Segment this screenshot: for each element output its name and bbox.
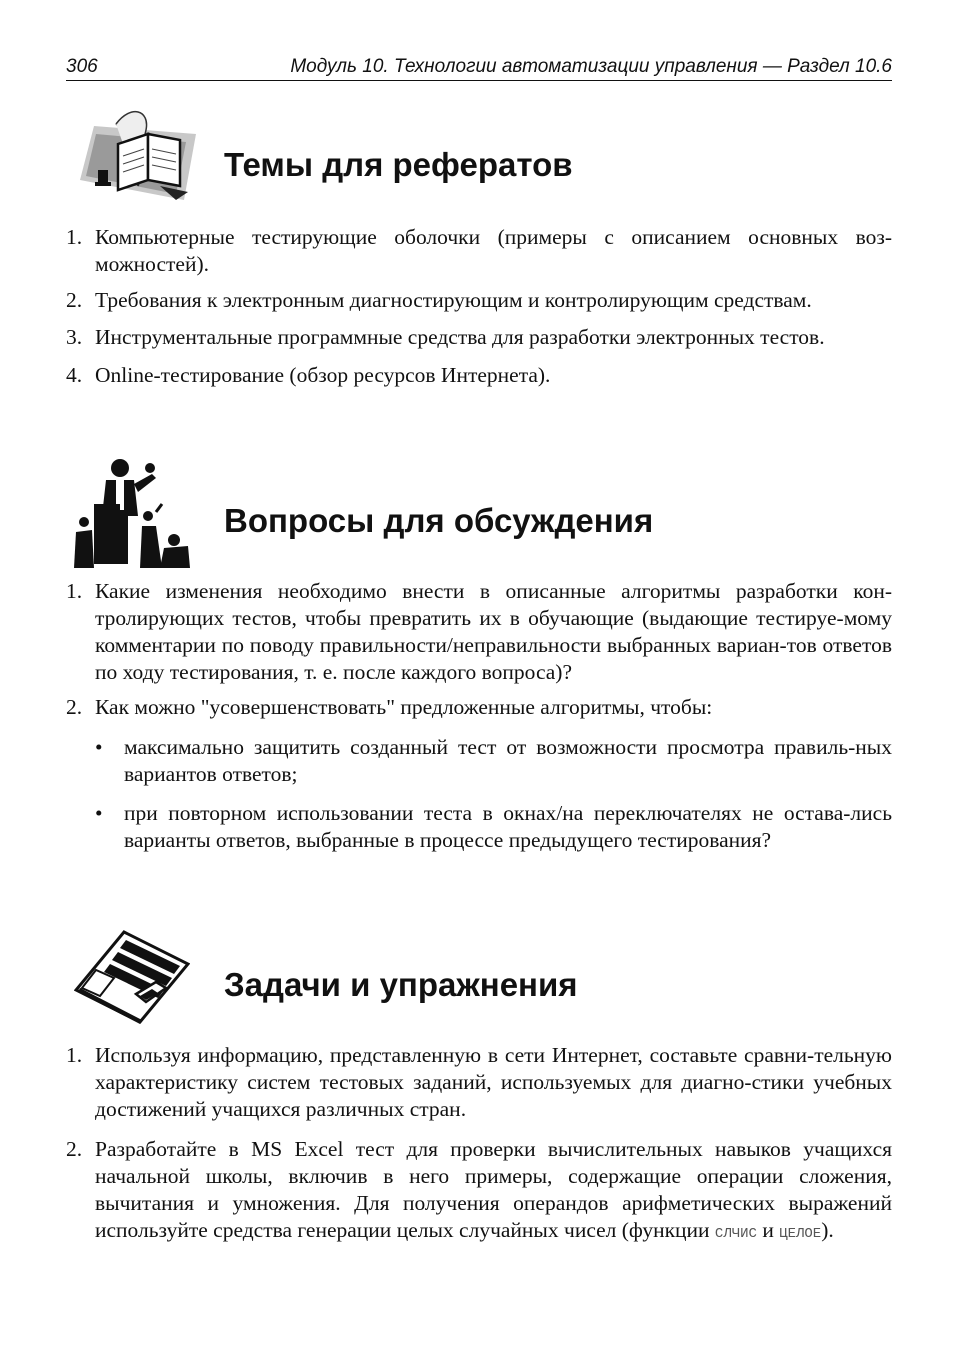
list-item: 3. Инструментальные программные средства для разработки электронных тестов.: [66, 325, 825, 349]
bullet-marker: •: [95, 801, 103, 825]
function-name: СЛЧИС: [714, 1226, 757, 1242]
section-heading-exercises: Задачи и упражнения: [224, 966, 578, 1003]
book-quill-icon: [76, 104, 210, 208]
bullet-marker: •: [95, 735, 103, 759]
section-heading-essays: Темы для рефератов: [224, 146, 573, 183]
speaker-audience-icon: [72, 456, 190, 568]
list-item: 1. Компьютерные тестирующие оболочки (примеры с описанием основных воз-можностей).: [66, 225, 892, 276]
list-item: 2. Как можно "усовершенствовать" предложенные алгоритмы, чтобы:: [66, 695, 713, 719]
list-item: 4. Online-тестирование (обзор ресурсов Интернета).: [66, 363, 551, 387]
list-item: 2. Требования к электронным диагностирующим и контролирующим средствам.: [66, 288, 812, 312]
page-number: 306: [66, 56, 98, 77]
running-title: Модуль 10. Технологии автоматизации управления — Раздел 10.6: [290, 56, 892, 77]
list-item: 1. Какие изменения необходимо внести в описанные алгоритмы разработки кон-тролирующих тестов, чтобы превратить их в обучающие (выдающие тестируе-мому комментарии по поводу правильности/неправильности выбранных вариан-тов ответов по ходу тестирования, т. е. после каждого вопроса)?: [66, 579, 892, 684]
header-rule: [66, 80, 892, 81]
running-header: [66, 54, 892, 80]
floppy-disk-icon: [74, 930, 190, 1024]
list-item: 2. Разработайте в MS Excel тест для проверки вычислительных навыков учащихся начальной школы, включив в него примеры, содержащие операции сложения, вычитания и умножения. Для получения операндов арифметических выражений используйте средства генерации целых случайных чисел (функции СЛЧИС и ЦЕЛОЕ).: [66, 1137, 892, 1242]
section-heading-discussion: Вопросы для обсуждения: [224, 502, 654, 539]
list-item: 1. Используя информацию, представленную в сети Интернет, составьте сравни-тельную характеристику систем тестовых заданий, используемых для диагно-стики учебных достижений учащихся различных стран.: [66, 1043, 892, 1121]
bullet-item: • при повторном использовании теста в окнах/на переключателях не остава-лись варианты ответов, выбранные в процессе предыдущего тестирования?: [95, 801, 892, 852]
function-name: ЦЕЛОЕ: [779, 1226, 822, 1242]
bullet-item: • максимально защитить созданный тест от возможности просмотра правиль-ных вариантов ответов;: [95, 735, 892, 786]
